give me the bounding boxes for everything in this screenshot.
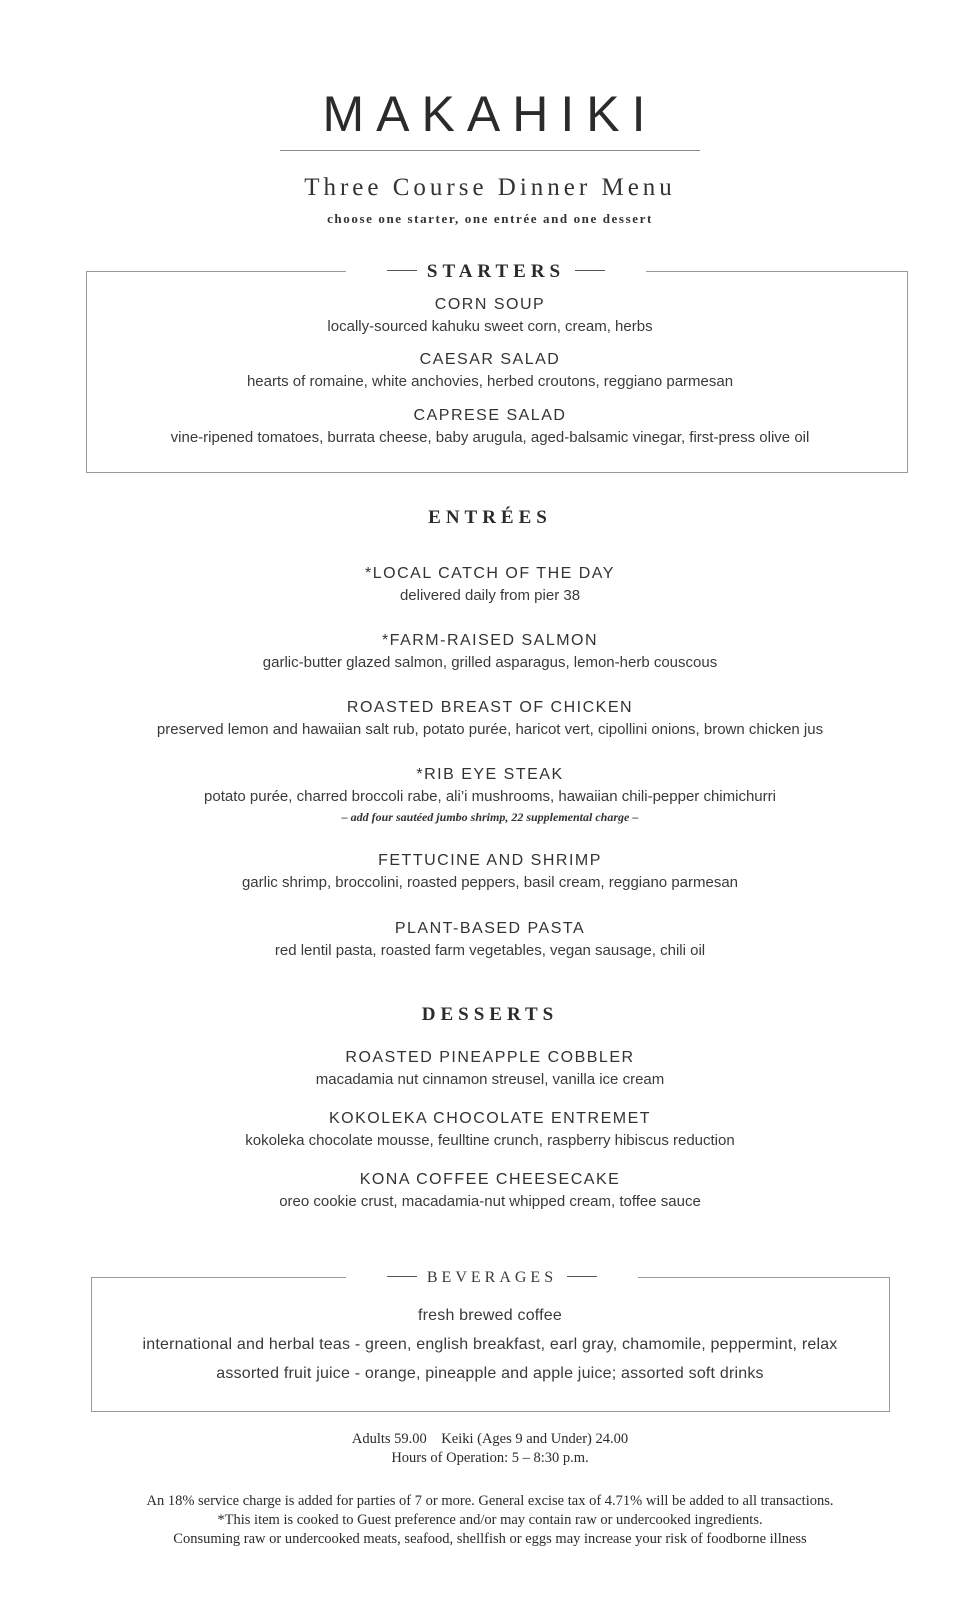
footnote: *This item is cooked to Guest preference and/or may contain raw or undercooked ingredients. [217,1512,763,1528]
keiki-price: Keiki (Ages 9 and Under) 24.00 [441,1431,629,1447]
dessert-desc: macadamia nut cinnamon streusel, vanilla ice cream [315,1071,665,1088]
starter-name: CAPRESE SALAD [413,407,567,424]
dessert-desc: kokoleka chocolate mousse, feulltine crunch, raspberry hibiscus reduction [245,1132,735,1149]
footnote: Consuming raw or undercooked meats, seafood, shellfish or eggs may increase your risk of foodborne illness [173,1531,807,1547]
entree-name: *LOCAL CATCH OF THE DAY [365,565,615,582]
beverage-line: assorted fruit juice - orange, pineapple and apple juice; assorted soft drinks [216,1365,764,1382]
dessert-desc: oreo cookie crust, macadamia-nut whipped cream, toffee sauce [279,1193,701,1210]
dash-left [387,270,417,271]
entree-supplement-note: – add four sautéed jumbo shrimp, 22 supplemental charge – [341,810,639,824]
dash-left [387,1276,417,1277]
entree-name: PLANT-BASED PASTA [394,920,586,937]
entree-name: FETTUCINE AND SHRIMP [378,852,602,869]
hours-of-operation: Hours of Operation: 5 – 8:30 p.m. [391,1450,589,1466]
entree-name: *FARM-RAISED SALMON [381,632,599,649]
dash-right [575,270,605,271]
dessert-name: KOKOLEKA CHOCOLATE ENTREMET [328,1110,652,1127]
starter-name: CORN SOUP [434,296,546,313]
beverage-line: fresh brewed coffee [417,1307,563,1324]
entree-desc: delivered daily from pier 38 [399,587,581,604]
entree-desc: red lentil pasta, roasted farm vegetables, vegan sausage, chili oil [274,942,706,959]
entree-desc: potato purée, charred broccoli rabe, ali’i mushrooms, hawaiian chili-pepper chimichurri [204,788,776,805]
title-divider [280,150,700,151]
dessert-name: KONA COFFEE CHEESECAKE [359,1171,621,1188]
starter-desc: vine-ripened tomatoes, burrata cheese, baby arugula, aged-balsamic vinegar, first-press olive oil [170,429,810,446]
entree-desc: garlic shrimp, broccolini, roasted peppers, basil cream, reggiano parmesan [241,874,739,891]
entree-name: ROASTED BREAST OF CHICKEN [346,699,634,716]
entree-desc: garlic-butter glazed salmon, grilled asparagus, lemon-herb couscous [262,654,718,671]
starter-desc: hearts of romaine, white anchovies, herbed croutons, reggiano parmesan [246,373,734,390]
starter-desc: locally-sourced kahuku sweet corn, cream, herbs [327,318,653,335]
beverages-heading-text: BEVERAGES [426,1269,558,1286]
dash-right [567,1276,597,1277]
menu-title: Three Course Dinner Menu [304,174,676,201]
beverages-heading [346,1264,638,1292]
starters-heading [346,257,646,287]
pricing-line [0,1430,980,1449]
beverage-line: international and herbal teas - green, english breakfast, earl gray, chamomile, peppermint, relax [142,1336,838,1353]
adult-price: Adults 59.00 [351,1431,427,1447]
entrees-heading: ENTRÉES [428,507,552,528]
starter-name: CAESAR SALAD [419,351,561,368]
dessert-name: ROASTED PINEAPPLE COBBLER [345,1049,635,1066]
restaurant-name: MAKAHIKI [322,86,658,142]
entree-desc: preserved lemon and hawaiian salt rub, potato purée, haricot vert, cipollini onions, brown chicken jus [156,721,824,738]
footnote: An 18% service charge is added for parties of 7 or more. General excise tax of 4.71% will be added to all transactions. [146,1493,834,1509]
entree-name: *RIB EYE STEAK [416,766,564,783]
starters-heading-text: STARTERS [426,261,566,282]
menu-instruction: choose one starter, one entrée and one dessert [327,211,653,226]
desserts-heading: DESSERTS [421,1004,559,1025]
